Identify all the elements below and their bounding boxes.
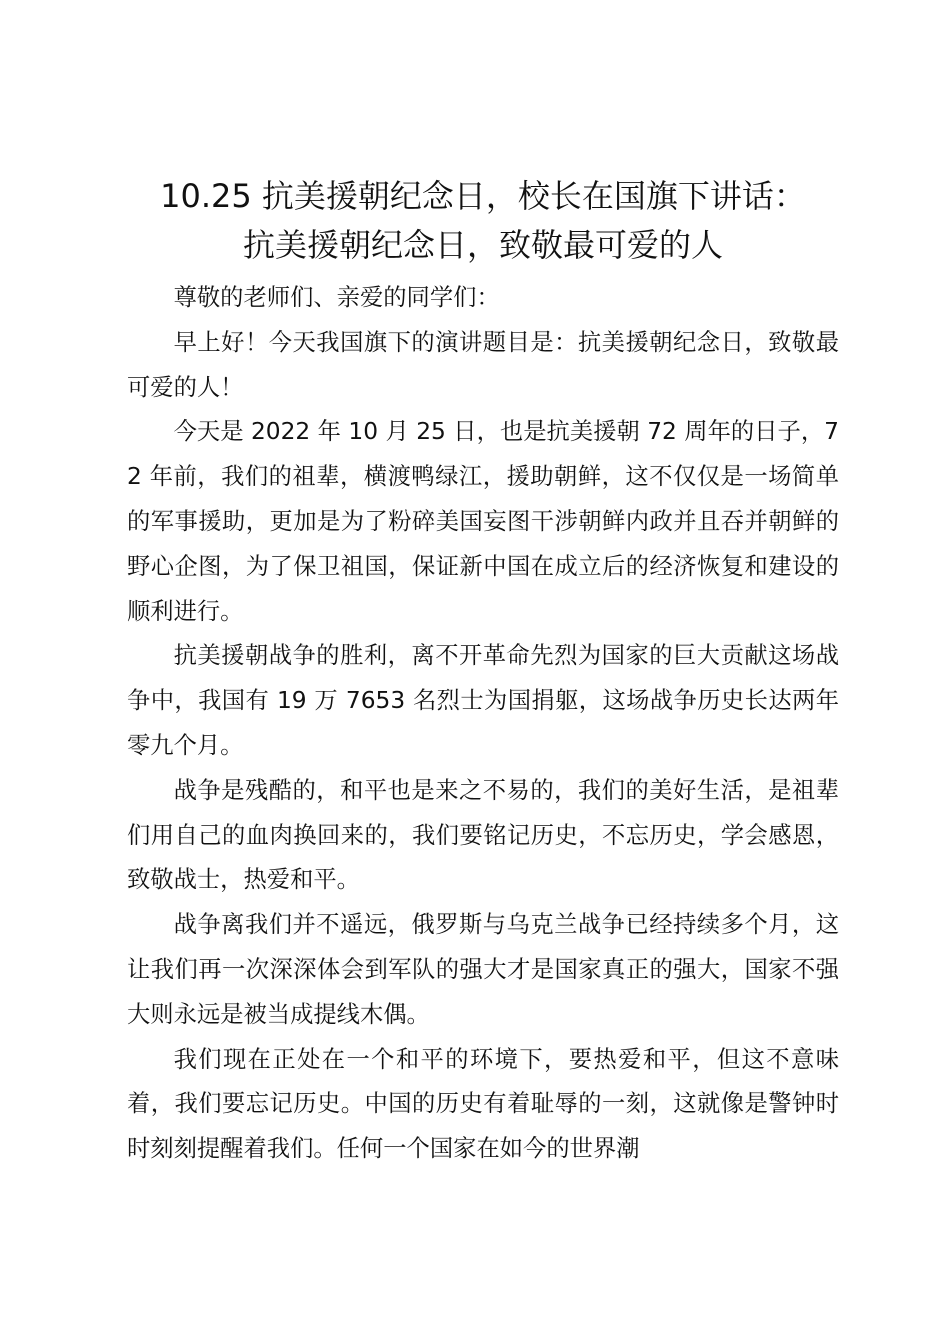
salutation: 尊敬的老师们、亲爱的同学们： [173,284,500,311]
paragraph-martyrs: 抗美援朝战争的胜利，离不开革命先烈为国家的巨大贡献这场战争中，我国有 19 万 7653 名烈士为国捐躯，这场战争历史长达两年零九个月。 [127,642,839,759]
paragraph-war: 战争离我们并不遥远，俄罗斯与乌克兰战争已经持续多个月，这让我们再一次深深体会到军队的强大才是国家真正的强大，国家不强大则永远是被当成提线木偶。 [127,911,839,1028]
title-line-2: 抗美援朝纪念日，致敬最可爱的人 [242,226,723,264]
paragraph-history: 我们现在正处在一个和平的环境下，要热爱和平，但这不意味着，我们要忘记历史。中国的历史有着耻辱的一刻，这就像是警钟时时刻刻提醒着我们。任何一个国家在如今的世界潮 [127,1045,839,1163]
document-body [127,172,839,1172]
paragraph-greeting: 早上好！今天我国旗下的演讲题目是：抗美援朝纪念日，致敬最可爱的人！ [127,328,839,401]
paragraph-peace: 战争是残酷的，和平也是来之不易的，我们的美好生活，是祖辈们用自己的血肉换回来的，我们要铭记历史，不忘历史，学会感恩，致敬战士，热爱和平。 [127,776,839,894]
document-title [127,172,839,270]
paragraph-anniversary: 今天是 2022 年 10 月 25 日，也是抗美援朝 72 周年的日子，72 年前，我们的祖辈，横渡鸭绿江，援助朝鲜，这不仅仅是一场简单的军事援助，更加是为了粉碎美国妄图干涉朝鲜内政并且吞并朝鲜的野心企图，为了保卫祖国，保证新中国在成立后的经济恢复和建设的顺利进行。 [127,418,839,625]
title-line-1: 10.25 抗美援朝纪念日，校长在国旗下讲话： [160,177,806,215]
